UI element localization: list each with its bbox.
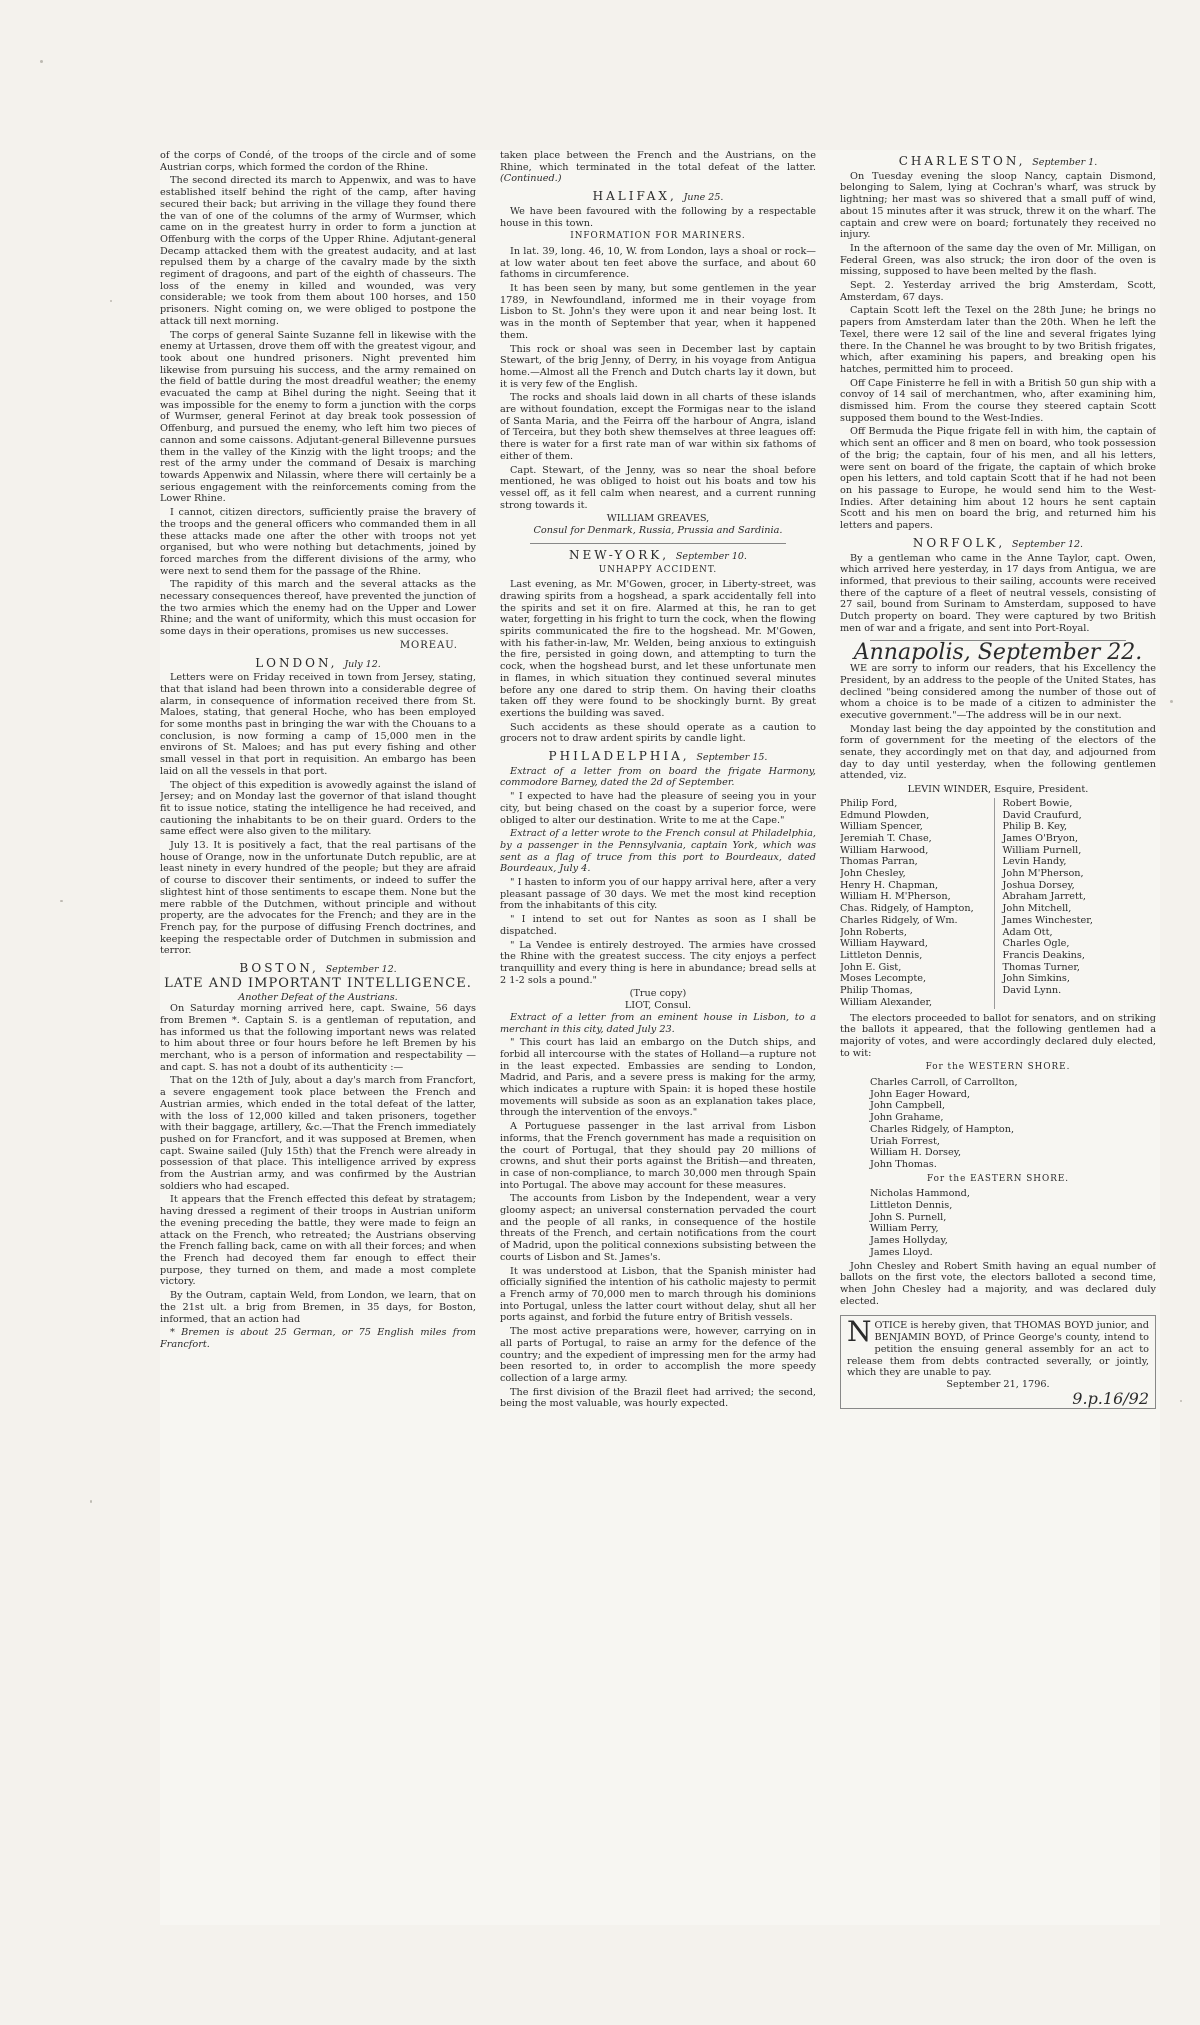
- electors-left: [840, 798, 994, 1009]
- dateline-place: BOSTON,: [239, 961, 319, 976]
- dateline-norfolk: [840, 535, 1156, 551]
- section-heading: UNHAPPY ACCIDENT.: [598, 564, 718, 575]
- eastern-shore-list: [870, 1188, 1156, 1258]
- dateline-annapolis: Annapolis, September 22.: [853, 640, 1143, 666]
- newspaper-page: [160, 150, 1160, 1925]
- paragraph: We have been favoured with the following by a respectable house in this town.: [500, 205, 816, 229]
- paragraph: Captain Scott left the Texel on the 28th June; he brings no papers from Amsterdam later than the 20th. When he left the Texel, there were 12 sail of the line and several frigates lying there. In the Channel he was brought to by two British frigates, which, after examining his papers, and breaking open his hatches, permitted him to proceed.: [840, 305, 1156, 375]
- dateline-date: June 25.: [683, 192, 724, 204]
- notice-text: OTICE is hereby given, that THOMAS BOYD junior, and BENJAMIN BOYD, of Prince George's county, intend to petition the ensuing general assembly for an act to release them from debts contracted severally, or jointly, which they are unable to pay.: [847, 1320, 1149, 1379]
- paragraph: That on the 12th of July, about a day's march from Francfort, a severe engagement took place between the French and Austrian armies, which ended in the total defeat of the latter, with the loss of 12,000 killed and taken prisoners, together with their baggage, artillery, &c.—That the French immediately pushed on for Francfort, and it was supposed at Bremen, when capt. Swaine sailed (July 15th) that the French were already in possession of that place. This intelligence arrived by express from the Austrian army, and was confirmed by the Austrian soldiers who had escaped.: [160, 1075, 476, 1192]
- paragraph: The rapidity of this march and the several attacks as the necessary consequences thereof, have prevented the junction of the two armies which the enemy had on the Upper and Lower Rhine; and the want of uniformity, which this must occasion for some days in their operations, promises us new successes.: [160, 579, 476, 638]
- western-shore-heading: For the WESTERN SHORE.: [925, 1062, 1071, 1073]
- dateline-date: September 10.: [675, 550, 747, 562]
- list-item: John E. Gist,: [840, 961, 902, 973]
- paragraph: Such accidents as these should operate as a caution to grocers not to draw ardent spirits by candle light.: [500, 721, 816, 745]
- list-item: Adam Ott,: [1002, 926, 1053, 938]
- dateline-london: [160, 655, 476, 671]
- list-item: James Lloyd.: [870, 1246, 933, 1258]
- paragraph: John Chesley and Robert Smith having an equal number of ballots on the first vote, the electors balloted a second time, when John Chesley had a majority, and was declared duly elected.: [840, 1260, 1156, 1307]
- handwritten-annotation: 9.p.16/92: [1072, 1388, 1149, 1408]
- list-item: William H. Dorsey,: [870, 1147, 962, 1159]
- column-1: [160, 150, 476, 1353]
- dateline-charleston: [840, 156, 1156, 169]
- dateline-place: PHILADELPHIA,: [548, 749, 690, 764]
- list-item: James Winchester,: [1002, 914, 1093, 926]
- list-item: Charles Ridgely, of Hampton,: [870, 1123, 1015, 1135]
- paragraph: Off Bermuda the Pique frigate fell in with him, the captain of which sent an officer and 8 men on board, who took possession of the brig; the captain, four of his men, and all his letters, were sent on board of the frigate, the captain of which broke open his letters, and told captain Scott that if he had not been on his passage to Europe, he would send him to the West-Indies. After detaining him about 12 hours he sent captain Scott and his men on board the brig, and returned him his letters and papers.: [840, 426, 1156, 532]
- paragraph: July 13. It is positively a fact, that the real partisans of the house of Orange, now in the unfortunate Dutch republic, are at least ninety in every hundred of the people; but they are afraid of course to discover their sentiments, or indeed to suffer the slightest hint of those sentiments to escape them. None but the mere rabble of the Dutchmen, without principle and without property, are the advocates for the French; and they are in the French pay, for the purpose of diffusing French doctrines, and keeping the respectable order of Dutchmen in submission and terror.: [160, 840, 476, 957]
- list-item: William Hayward,: [840, 938, 928, 950]
- paragraph: Monday last being the day appointed by the constitution and form of government for the meeting of the electors of the senate, they accordingly met on that day, and adjourned from day to day until yesterday, when the following gentlemen attended, viz.: [840, 723, 1156, 782]
- extract-heading: Extract of a letter from on board the frigate Harmony, commodore Barney, dated the 2d of September.: [500, 765, 816, 789]
- paragraph: The most active preparations were, however, carrying on in all parts of Portugal, to raise an army for the defence of the country; and the expedient of impressing men for the army had been resorted to, in order to accomplish the more speedy collection of a large army.: [500, 1326, 816, 1384]
- paragraph: Capt. Stewart, of the Jenny, was so near the shoal before mentioned, he was obliged to hoist out his boats and tow his vessel off, as it fell calm when nearest, and a current running strong towards it.: [500, 464, 816, 511]
- divider: [530, 543, 786, 544]
- list-item: John S. Purnell,: [870, 1211, 947, 1223]
- paragraph: The accounts from Lisbon by the Independent, wear a very gloomy aspect; an universal consternation pervaded the court and the people of all ranks, in consequence of the hostile threats of the French, and certain notifications from the court of Madrid, upon the political connexions subsisting between the courts of Lisbon and St. James's.: [500, 1193, 816, 1263]
- paragraph: " This court has laid an embargo on the Dutch ships, and forbid all intercourse with the states of Holland—a rupture not in the least expected. Embassies are sending to London, Madrid, and Paris, and a severe press is making for the army, which indicates a rupture with Spain: it is hoped these hostile movements will subside as soon as an explanation takes place, through the intervention of the envoys.": [500, 1037, 816, 1119]
- notice-box: [840, 1315, 1156, 1409]
- dateline-date: September 12.: [1012, 538, 1084, 550]
- list-item: Francis Deakins,: [1002, 950, 1085, 961]
- list-item: Philip Thomas,: [840, 985, 913, 997]
- notice-date: September 21, 1796.: [946, 1378, 1050, 1390]
- dateline-place: NEW-YORK,: [569, 547, 670, 562]
- list-item: John Eager Howard,: [870, 1088, 971, 1100]
- section-heading: INFORMATION FOR MARINERS.: [570, 231, 746, 242]
- dateline-place: HALIFAX,: [592, 189, 677, 204]
- subheadline: Another Defeat of the Austrians.: [238, 991, 398, 1003]
- list-item: David Lynn.: [1002, 985, 1062, 997]
- paragraph: It has been seen by many, but some gentlemen in the year 1789, in Newfoundland, informed me in their voyage from Lisbon to St. John's they were upon it and near being lost. It was in the month of September that year, when it happened them.: [500, 283, 816, 341]
- paragraph: [500, 150, 816, 185]
- dateline-place: NORFOLK,: [912, 535, 1006, 550]
- dateline-boston: [160, 963, 476, 976]
- dateline-date: September 12.: [325, 964, 397, 976]
- paragraph: " I hasten to inform you of our happy arrival here, after a very pleasant passage of 30 days. We met the most kind reception from the inhabitants of this city.: [500, 877, 816, 912]
- dateline-date: September 15.: [696, 752, 768, 764]
- paragraph: WE are sorry to inform our readers, that his Excellency the President, by an address to the people of the United States, has declined "being considered among the number of those out of whom a choice is to be made of a citizen to administer the executive government."—The address will be in our next.: [840, 663, 1156, 721]
- list-item: Henry H. Chapman,: [840, 879, 939, 891]
- list-item: David Craufurd,: [1002, 809, 1082, 821]
- western-shore-list: [870, 1077, 1156, 1171]
- list-item: Edmund Plowden,: [840, 809, 930, 821]
- list-item: John Simkins,: [1002, 973, 1070, 985]
- dateline-place: LONDON,: [255, 655, 338, 670]
- list-item: William Spencer,: [840, 821, 923, 833]
- dateline-philadelphia: [500, 751, 816, 764]
- paragraph: By the Outram, captain Weld, from London, we learn, that on the 21st ult. a brig from Bremen, in 35 days, for Boston, informed, that an action had: [160, 1290, 476, 1325]
- list-item: Robert Bowie,: [1002, 797, 1073, 809]
- dateline-halifax: [500, 191, 816, 204]
- extract-heading: Extract of a letter wrote to the French consul at Philadelphia, by a passenger in the Pennsylvania, captain York, which was sent as a flag of truce from this port to Bourdeaux, dated Bourdeaux, July 4.: [500, 828, 816, 875]
- paragraph: I cannot, citizen directors, sufficiently praise the bravery of the troops and the general officers who commanded them in all these attacks made one after the other with troops not yet organised, but who were nothing but detachments, joined by forced marches from the different divisions of the army, who were next to send them for the passage of the Rhine.: [160, 507, 476, 577]
- list-item: John Roberts,: [840, 926, 907, 938]
- list-item: John M'Pherson,: [1002, 868, 1084, 880]
- electors-right: [994, 798, 1157, 1009]
- list-item: James Hollyday,: [870, 1235, 948, 1247]
- paragraph: Sept. 2. Yesterday arrived the brig Amsterdam, Scott, Amsterdam, 67 days.: [840, 280, 1156, 303]
- list-item: John Chesley,: [840, 868, 906, 880]
- list-item: Littleton Dennis,: [870, 1200, 953, 1212]
- dateline-place: CHARLESTON,: [898, 154, 1026, 168]
- list-item: Moses Lecompte,: [840, 973, 927, 985]
- electors-list: [840, 798, 1156, 1009]
- list-item: Philip B. Key,: [1002, 821, 1068, 833]
- paragraph: " I intend to set out for Nantes as soon as I shall be dispatched.: [500, 914, 816, 937]
- signature-title: Consul for Denmark, Russia, Prussia and Sardinia.: [533, 525, 783, 537]
- paragraph: It appears that the French effected this defeat by stratagem; having dressed a regiment of their troops in Austrian uniform the evening preceding the battle, they were made to feign an attack on the French, who retreated; the Austrians observing the French falling back, came on with all their forces; and when the French had decoyed them far enough to effect their purpose, they turned on them, and made a most complete victory.: [160, 1194, 476, 1288]
- list-item: Thomas Parran,: [840, 856, 918, 868]
- list-item: Philip Ford,: [840, 797, 898, 809]
- list-item: Littleton Dennis,: [840, 950, 923, 961]
- signature-moreau: MOREAU.: [399, 639, 458, 651]
- paragraph: The corps of general Sainte Suzanne fell in likewise with the enemy at Urtassen, drove them off with the greatest vigour, and took about one hundred prisoners. Night prevented him likewise from pursuing his success, and the army remained on the field of battle during the most dreadful weather; the enemy evacuated the camp at Bihel during the night. Seeing that it was impossible for the enemy to form a junction with the corps of Wurmser, general Ferinot at day break took possession of Offenburg, and pursued the enemy, who left him two pieces of cannon and some caissons. Adjutant-general Billevenne pursues them in the valley of the Kinzig with the light troops; and the rest of the army under the command of Desaix is marching towards Appenwix and Nilassin, where there will certainly be a serious engagement with the reinforcements coming from the Lower Rhine.: [160, 329, 476, 505]
- paragraph: The second directed its march to Appenwix, and was to have established itself behind the right of the camp, after having secured their back; but arriving in the village they found there the van of one of the columns of the army of Wurmser, which came on in the greatest hurry in order to form a junction at Offenburg with the corps of the Upper Rhine. Adjutant-general Decamp attacked them with the greatest audacity, and at last repulsed them by a charge of the cavalry made by the sixth regiment of dragoons, and part of the eighth of chasseurs. The loss of the enemy in killed and wounded, was very considerable; we took from them about 100 horses, and 150 prisoners. Night coming on, we were obliged to postpone the attack till next morning.: [160, 175, 476, 327]
- list-item: James O'Bryon,: [1002, 832, 1079, 844]
- eastern-shore-heading: For the EASTERN SHORE.: [926, 1173, 1070, 1184]
- footnote: * Bremen is about 25 German, or 75 English miles from Francfort.: [160, 1327, 476, 1350]
- list-item: William H. M'Pherson,: [840, 891, 951, 903]
- dateline-date: July 12.: [344, 658, 381, 670]
- list-item: John Thomas.: [870, 1158, 937, 1170]
- list-item: Thomas Turner,: [1002, 961, 1080, 973]
- list-item: William Purnell,: [1002, 844, 1082, 856]
- paragraph: The electors proceeded to ballot for senators, and on striking the ballots it appeared, that the following gentlemen had a majority of votes, and were accordingly declared duly elected, to wit:: [840, 1012, 1156, 1059]
- dateline-new-york: [500, 547, 816, 563]
- list-item: John Mitchell,: [1002, 903, 1072, 915]
- signature-greaves: WILLIAM GREAVES,: [606, 513, 710, 525]
- column-2: [500, 150, 816, 1412]
- list-item: Uriah Forrest,: [870, 1135, 940, 1147]
- list-item: Chas. Ridgely, of Hampton,: [840, 903, 974, 915]
- paragraph: By a gentleman who came in the Anne Taylor, capt. Owen, which arrived here yesterday, in 17 days from Antigua, we are informed, that previous to their sailing, accounts were received there of the capture of a fleet of neutral vessels, consisting of 27 sail, bound from Surinam to Amsterdam, supposed to have Dutch property on board. They were captured by two British men of war and a frigate, and sent into Port-Royal.: [840, 552, 1156, 634]
- dateline-date: September 1.: [1032, 157, 1098, 168]
- list-item: William Alexander,: [840, 996, 933, 1008]
- list-item: Charles Carroll, of Carrollton,: [870, 1077, 1018, 1089]
- drop-cap: N: [847, 1315, 872, 1349]
- signature-liot: LIOT, Consul.: [624, 1000, 692, 1012]
- headline-late-intelligence: LATE AND IMPORTANT INTELLIGENCE.: [164, 975, 472, 991]
- paragraph: Last evening, as Mr. M'Gowen, grocer, in Liberty-street, was drawing spirits from a hogshead, a spark accidentally fell into the spirits and set it on fire. Alarmed at this, he ran to get water, forgetting in his fright to turn the cock, when the flowing spirits communicated the fire to the hogshead. Mr. M'Gowen, with his father-in-law, Mr. Welden, being anxious to extinguish the fire, persisted in going down, and attempting to turn the cock, when the hogshead burst, and let these unfortunate men in flames, in which situation they continued several minutes before any one dared to strip them. On having their cloaths taken off they were found to be shockingly burnt. By great exertions the building was saved.: [500, 579, 816, 719]
- column-3: [840, 150, 1156, 1409]
- paragraph: On Tuesday evening the sloop Nancy, captain Dismond, belonging to Salem, lying at Cochran's wharf, was struck by lightning; her mast was so shivered that a small puff of wind, about 15 minutes after it was struck, threw it on the wharf. The captain and crew were on board; fortunately they received no injury.: [840, 170, 1156, 241]
- paragraph: On Saturday morning arrived here, capt. Swaine, 56 days from Bremen *. Captain S. is a gentleman of reputation, and has informed us that the following important news was related to him about three or four hours before he left Bremen by his merchant, who is a person of information and respectability — and capt. S. has not a doubt of its authenticity :—: [160, 1003, 476, 1073]
- paragraph-text: taken place between the French and the Austrians, on the Rhine, which terminated in the total defeat of the latter.: [500, 150, 816, 173]
- true-copy: (True copy): [629, 988, 687, 1000]
- list-item: Nicholas Hammond,: [870, 1188, 970, 1200]
- paragraph: A Portuguese passenger in the last arrival from Lisbon informs, that the French government has made a requisition on the court of Portugal, that they should pay 20 millions of crowns, and shut their ports against the British—and threaten, in case of non-compliance, to march 30,000 men through Spain into Portugal. The above may account for these measures.: [500, 1121, 816, 1191]
- list-item: Abraham Jarrett,: [1002, 891, 1086, 903]
- paragraph: Off Cape Finisterre he fell in with a British 50 gun ship with a convoy of 14 sail of merchantmen, who, after examining him, dismissed him. From the course they steered captain Scott supposed them bound to the West-Indies.: [840, 377, 1156, 424]
- list-item: Joshua Dorsey,: [1002, 879, 1075, 891]
- list-item: William Harwood,: [840, 844, 929, 856]
- list-item: Jeremiah T. Chase,: [840, 832, 932, 844]
- paragraph: This rock or shoal was seen in December last by captain Stewart, of the brig Jenny, of Derry, in his voyage from Antigua home.—Almost all the French and Dutch charts lay it down, but it is very few of the English.: [500, 343, 816, 390]
- paragraph: " La Vendee is entirely destroyed. The armies have crossed the Rhine with the greatest success. The city enjoys a perfect tranquillity and every thing is here in abundance; bread sells at 2 1-2 sols a pound.": [500, 939, 816, 986]
- paragraph: The first division of the Brazil fleet had arrived; the second, being the most valuable, was hourly expected.: [500, 1386, 816, 1410]
- paragraph: In lat. 39, long. 46, 10, W. from London, lays a shoal or rock—at low water about ten feet above the surface, and about 60 fathoms in circumference.: [500, 245, 816, 281]
- list-item: John Grahame,: [870, 1112, 944, 1124]
- paragraph: The rocks and shoals laid down in all charts of these islands are without foundation, except the Formigas near to the island of Santa Maria, and the Feirra off the harbour of Angra, island of Terceira, but they both shew themselves at three leagues off: there is water for a first rate man of war within six fathoms of either of them.: [500, 392, 816, 462]
- list-item: Charles Ogle,: [1002, 938, 1070, 950]
- paragraph: " I expected to have had the pleasure of seeing you in your city, but being chased on the coast by a superior force, were obliged to alter our destination. Write to me at the Cape.": [500, 791, 816, 826]
- paragraph: It was understood at Lisbon, that the Spanish minister had officially signified the intention of his catholic majesty to permit a French army of 70,000 men to march through his dominions into Portugal, unless the latter court without delay, shut all her ports against, and forbid the future entry of British vessels.: [500, 1265, 816, 1324]
- paragraph: In the afternoon of the same day the oven of Mr. Milligan, on Federal Green, was also struck; the iron door of the oven is missing, supposed to have been melted by the flash.: [840, 242, 1156, 278]
- list-item: Levin Handy,: [1002, 856, 1067, 868]
- paragraph: of the corps of Condé, of the troops of the circle and of some Austrian corps, which formed the cordon of the Rhine.: [160, 150, 476, 173]
- list-item: William Perry,: [870, 1223, 939, 1235]
- president-line: LEVIN WINDER, Esquire, President.: [907, 784, 1089, 796]
- list-item: John Campbell,: [870, 1100, 946, 1112]
- continued-mark: (Continued.): [500, 173, 562, 185]
- list-item: Charles Ridgely, of Wm.: [840, 914, 958, 926]
- extract-heading: Extract of a letter from an eminent house in Lisbon, to a merchant in this city, dated July 23.: [500, 1011, 816, 1035]
- paragraph: Letters were on Friday received in town from Jersey, stating, that that island had been thrown into a considerable degree of alarm, in consequence of information received there from St. Maloes, stating, that general Hoche, who has been employed for some months past in bringing the war with the Chouans to a conclusion, is now forming a camp of 15,000 men in the environs of St. Maloes; and has put every fishing and other small vessel in that port in requisition. An embargo has been laid on all the vessels in that port.: [160, 672, 476, 777]
- paragraph: The object of this expedition is avowedly against the island of Jersey; and on Monday last the governor of that island thought fit to issue notice, stating the intelligence he had received, and cautioning the inhabitants to be on their guard. Orders to the same effect were also given to the military.: [160, 779, 476, 838]
